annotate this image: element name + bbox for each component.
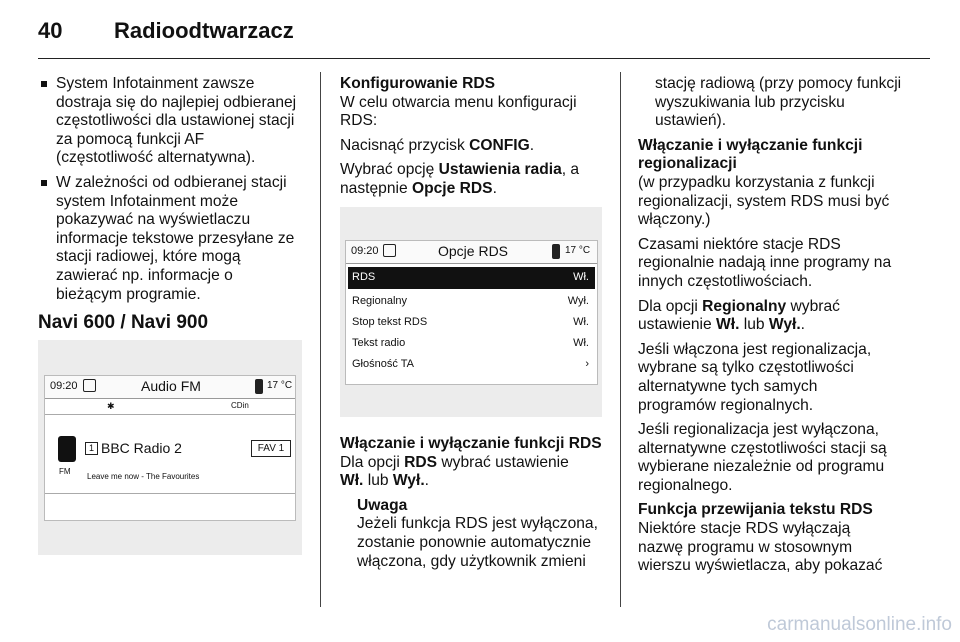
bullet-square-icon (41, 81, 47, 87)
paragraph: Nacisnąć przycisk CONFIG. (340, 136, 535, 154)
menu-row-radio-text: Tekst radio Wł. (352, 337, 589, 349)
menu-row-rds: RDS Wł. (348, 267, 595, 289)
bullet-square-icon (41, 180, 47, 186)
phone-icon (552, 244, 560, 259)
chevron-right-icon: › (585, 358, 589, 370)
cdin-label: CDin (231, 401, 249, 410)
paragraph: (w przypadku korzystania z funkcji regionalizacji, system RDS musi być włączony.) (638, 173, 890, 229)
paragraph: W celu otwarcia menu konfiguracji RDS: (340, 93, 577, 130)
column-divider-2 (620, 72, 621, 607)
heading-regionalization: Włączanie i wyłączanie funkcji regionalizacji (638, 136, 863, 173)
audio-fm-display (44, 375, 296, 521)
heading-rds-toggle: Włączanie i wyłączanie funkcji RDS (340, 435, 602, 452)
clock: 09:20 (50, 380, 78, 392)
column-2 (340, 75, 610, 205)
column-2-lower (340, 435, 610, 571)
note-continuation: stację radiową (przy pomocy funkcji wyszukiwania lub przycisku ustawień). (655, 75, 902, 130)
preset-number: 1 (85, 442, 98, 455)
bluetooth-icon: ✱ (107, 401, 115, 411)
heading-rds-scroll: Funkcja przewijania tekstu RDS (638, 501, 873, 519)
status-bar (346, 241, 597, 264)
note-title: Uwaga (357, 496, 408, 514)
status-bar (45, 376, 295, 399)
screen-title: Opcje RDS (438, 243, 509, 259)
menu-row-ta-volume: Głośność TA › (352, 358, 589, 370)
radio-text: Leave me now - The Favourites (87, 472, 200, 481)
note-block: Uwaga Jeżeli funkcja RDS jest wyłączona, zostanie ponownie automatycznie włączona, gdy użytkownik zmieni (340, 497, 610, 571)
connection-icon (83, 379, 96, 392)
band-label: FM (59, 467, 71, 476)
header-rule (38, 58, 930, 59)
rds-options-display (345, 240, 598, 385)
audio-fm-screen-illustration (38, 340, 302, 555)
menu-row-stop-text: Stop tekst RDS Wł. (352, 316, 589, 328)
paragraph: Wybrać opcję Ustawienia radia, a następnie Opcje RDS. (340, 161, 580, 197)
rds-options-screen-illustration (340, 207, 602, 417)
temperature: 17 °C (565, 245, 591, 256)
watermark: carmanualsonline.info (767, 614, 952, 635)
fav-button: FAV 1 (251, 440, 291, 457)
paragraph: Czasami niektóre stacje RDS regionalnie nadają inne programy na innych częstotliwościach. (638, 235, 892, 290)
page-number: 40 (38, 18, 63, 43)
clock: 09:20 (351, 245, 379, 257)
paragraph: Dla opcji Regionalny wybrać ustawienie Wł. lub Wył.. (638, 297, 840, 334)
phone-icon (255, 379, 263, 394)
section-heading: Navi 600 / Navi 900 (38, 312, 209, 334)
paragraph: Jeśli regionalizacja jest wyłączona, alternatywne częstotliwości stacji są wybierane niezależnie od programu regionalnego. (638, 421, 887, 494)
heading-rds-config: Konfigurowanie RDS (340, 75, 496, 92)
divider (45, 493, 295, 494)
paragraph: Jeśli włączona jest regionalizacja, wybrane są tylko częstotliwości alternatywne tych samych programów regionalnych. (638, 340, 872, 414)
screen-title: Audio FM (141, 378, 201, 394)
bullet-radiotext: W zależności od odbieranej stacji system Infotainment może pokazywać na wyświetlaczu informacje tekstowe przesyłane ze stacji radiowej, które mogą zawierać np. informacje o bieżącym programie. (38, 174, 310, 304)
column-divider-1 (320, 72, 321, 607)
divider (45, 414, 295, 415)
connection-icon (383, 244, 396, 257)
page-title: Radioodtwarzacz (114, 18, 294, 43)
radio-antenna-icon (58, 436, 76, 462)
bullet-af: System Infotainment zawsze dostraja się do najlepiej odbieranej częstotliwości dla ustawionej stacji za pomocą funkcji AF (częstotliwość alternatywna). (38, 75, 310, 168)
menu-row-regional: Regionalny Wył. (352, 295, 589, 307)
temperature: 17 °C (267, 380, 293, 391)
station-name: BBC Radio 2 (101, 440, 182, 456)
paragraph: Niektóre stacje RDS wyłączają nazwę programu w stosownym wierszu wyświetlacza, aby pokazać (638, 520, 883, 575)
column-3 (638, 75, 938, 582)
column-1 (38, 75, 310, 345)
paragraph: Dla opcji RDS wybrać ustawienie Wł. lub Wył.. (340, 453, 569, 490)
